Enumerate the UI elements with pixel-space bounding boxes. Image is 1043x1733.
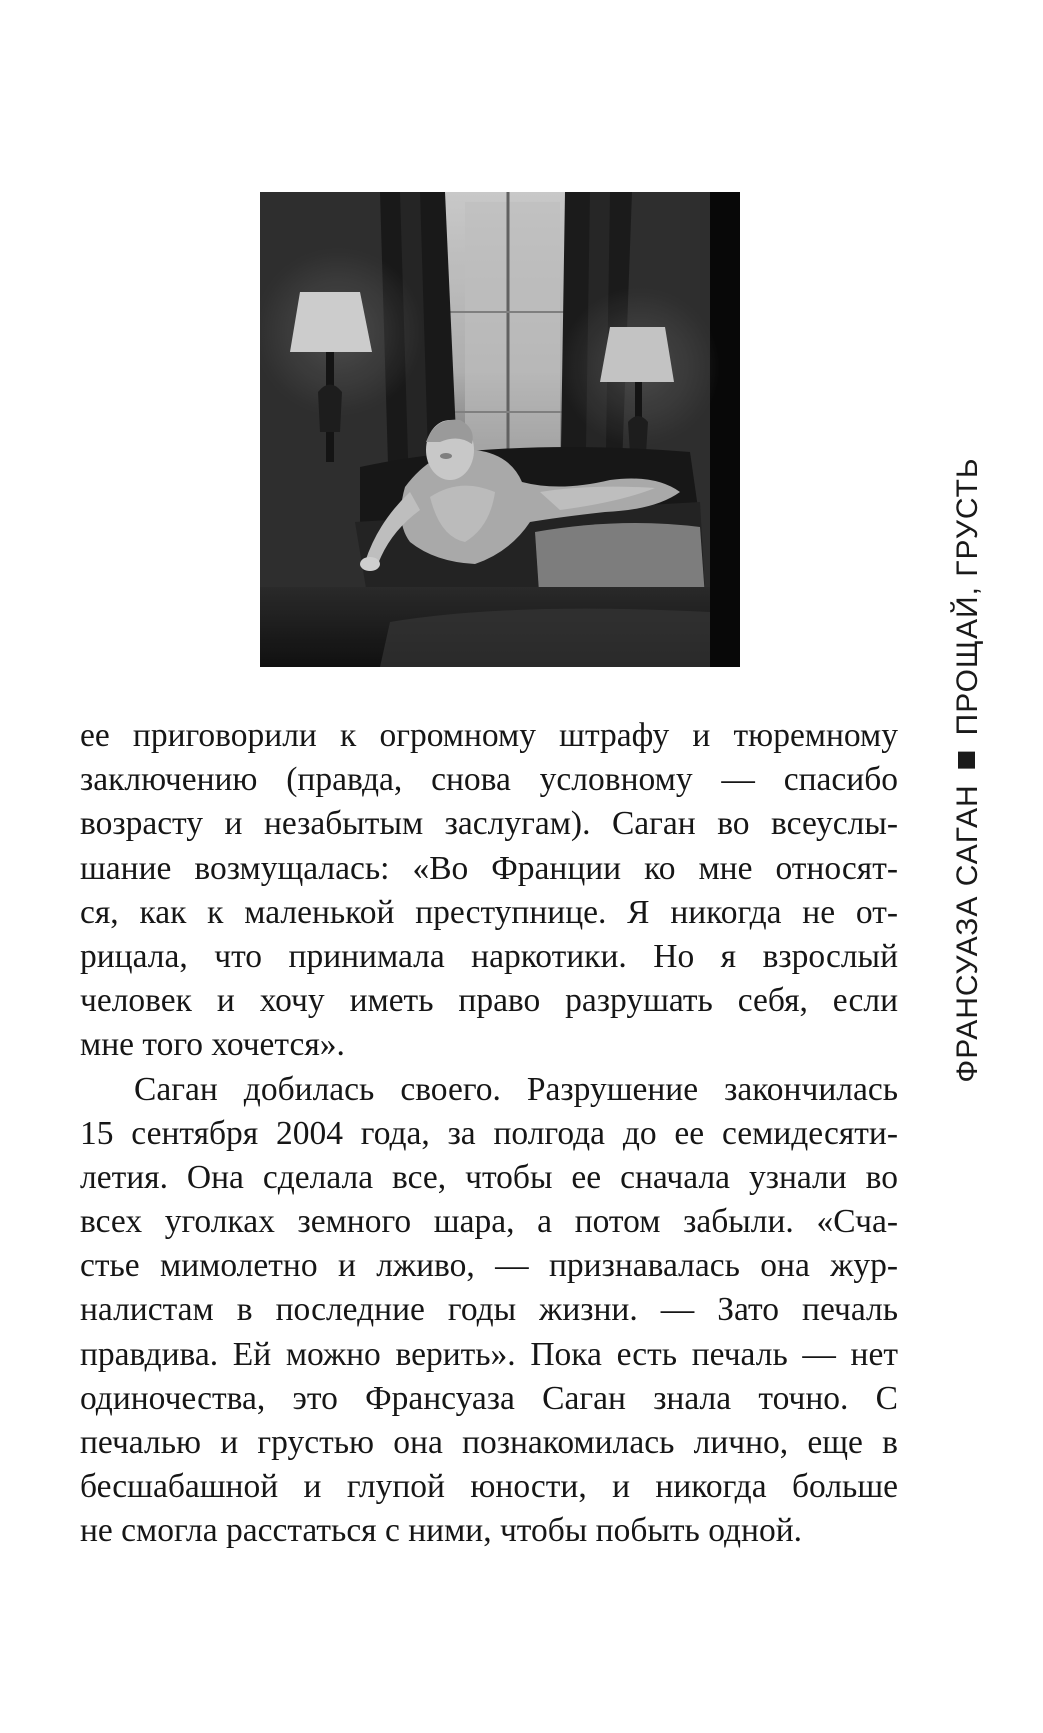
running-head-author: ФРАНСУАЗА САГАН: [951, 784, 984, 1083]
text-line: одиночества, это Франсуаза Саган знала точно. С: [80, 1379, 898, 1417]
separator-square-icon: [958, 751, 975, 768]
text-line: налистам в последние годы жизни. — Зато печаль: [80, 1291, 898, 1329]
text-line: шание возмущалась: «Во Франции ко мне относят-: [80, 849, 898, 887]
text-line: не смогла расстаться с ними, чтобы побыть одной.: [80, 1512, 803, 1550]
text-line: летия. Она сделала все, чтобы ее сначала узнали во: [80, 1158, 898, 1196]
text-line: Саган добилась своего. Разрушение закончилась: [134, 1070, 898, 1108]
text-line: мне того хочется».: [80, 1026, 345, 1064]
text-line: правдива. Ей можно верить». Пока есть печаль — нет: [80, 1335, 898, 1373]
text-line: ее приговорили к огромному штрафу и тюремному: [80, 717, 898, 754]
text-line: рицала, что принимала наркотики. Но я взрослый: [80, 937, 898, 975]
paragraph-2: [80, 1068, 898, 1554]
photo-image: [260, 192, 740, 667]
text-line: бесшабашной и глупой юности, и никогда больше: [80, 1468, 898, 1506]
portrait-photo: [260, 192, 740, 667]
body-text: [80, 714, 898, 1554]
paragraph-1: [80, 714, 898, 1068]
text-line: стье мимолетно и лживо, — признавалась она жур-: [80, 1247, 898, 1285]
running-head-title: ПРОЩАЙ, ГРУСТЬ: [951, 457, 984, 736]
text-line: человек и хочу иметь право разрушать себя, если: [80, 982, 898, 1020]
text-line: 15 сентября 2004 года, за полгода до ее семидесяти-: [80, 1114, 898, 1152]
text-line: возрасту и незабытым заслугам). Саган во всеуслы-: [80, 805, 898, 843]
running-head: [951, 457, 985, 1082]
text-line: ся, как к маленькой преступнице. Я никогда не от-: [80, 893, 898, 931]
text-line: печалью и грустью она познакомилась лично, еще в: [80, 1424, 898, 1461]
text-line: заключению (правда, снова условному — спасибо: [80, 761, 898, 799]
text-line: всех уголках земного шара, а потом забыли. «Сча-: [80, 1203, 898, 1241]
